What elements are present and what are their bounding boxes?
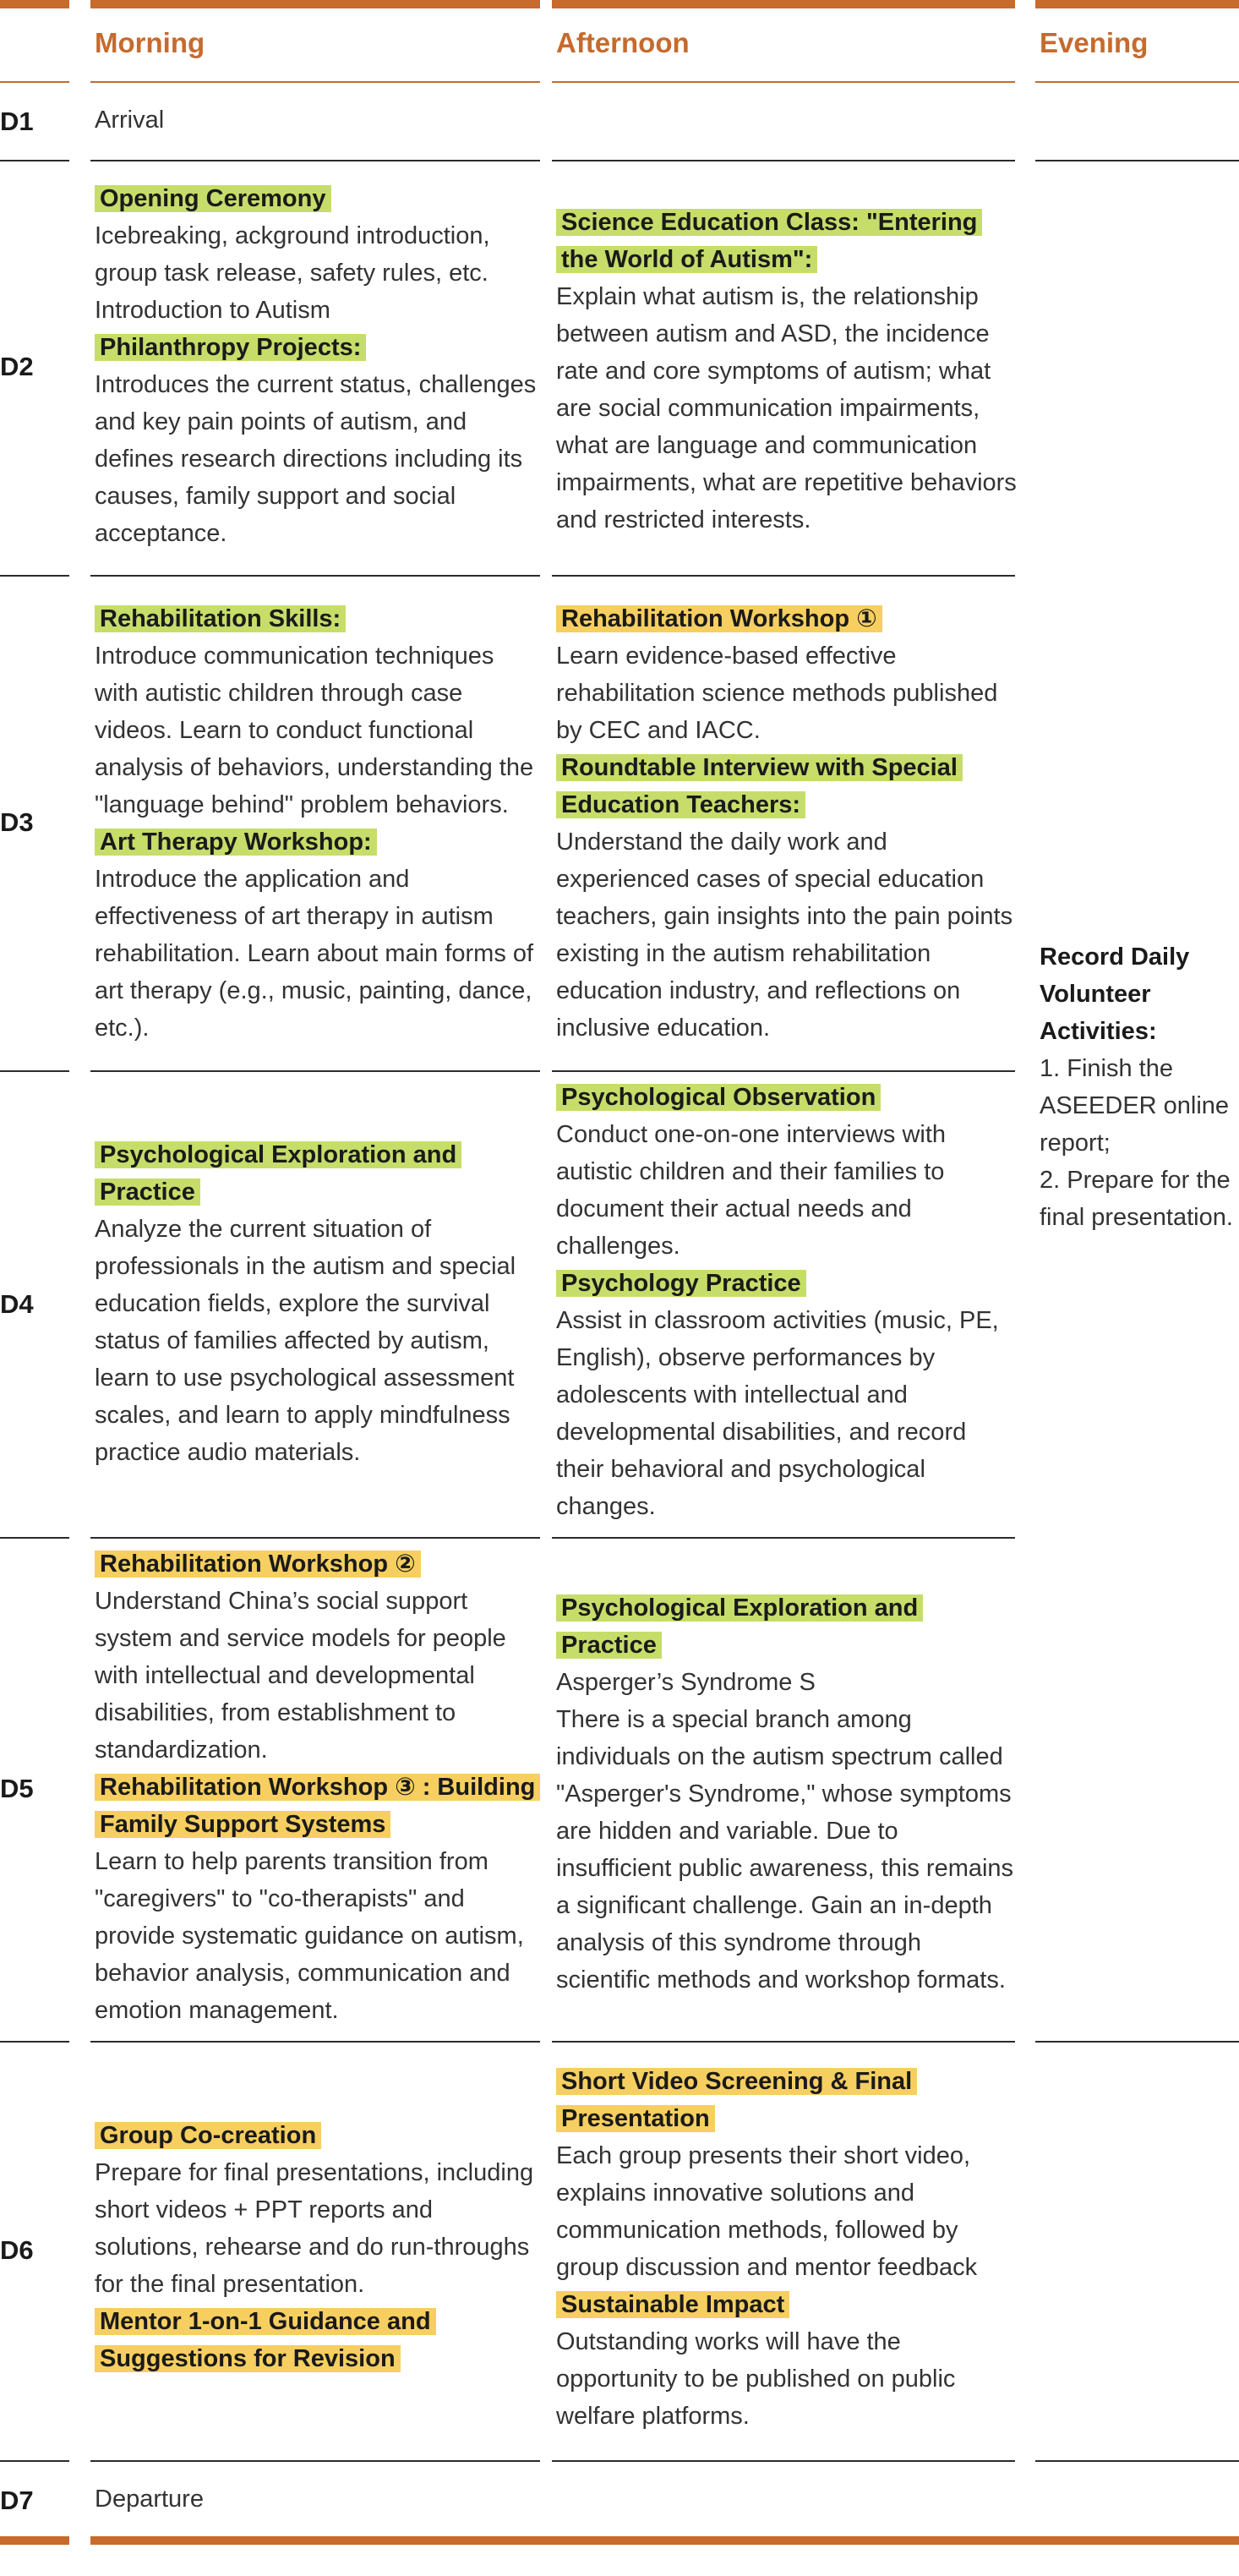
d7-morning: Departure (95, 2486, 204, 2513)
d4-afternoon (556, 1079, 1018, 1525)
d5-morning-body-2: Learn to help parents transition from "caregivers" to "co-therapists" and provide systematic guidance on autism, behavior analysis, communication and emotion management. (95, 1848, 524, 2024)
row-divider (90, 160, 540, 161)
row-divider (0, 160, 69, 161)
d6-afternoon-title-1: Short Video Screening & Final Presentation (556, 2068, 917, 2132)
d5-morning-body-1: Understand China’s social support system and service models for people with intellectual and developmental disabilities, from establishment to standardization. (95, 1588, 506, 1764)
row-divider (90, 2460, 540, 2462)
header-evening: Evening (1040, 27, 1149, 58)
d4-afternoon-title-2: Psychology Practice (556, 1270, 806, 1297)
d6-morning (95, 2117, 543, 2377)
d4-morning-body-1: Analyze the current situation of professionals in the autism and special education fields, explore the survival status of families affected by autism, learn to use psychological assessment scales, and learn to apply mindfulness practice audio materials. (95, 1216, 516, 1466)
d3-morning (95, 600, 543, 1047)
header-divider (552, 81, 1015, 83)
d5-morning-title-2: Rehabilitation Workshop ③ : Building Family Support Systems (95, 1774, 540, 1838)
header-divider (1035, 81, 1239, 83)
row-divider (0, 1070, 69, 1072)
d6-afternoon-body-2: Outstanding works will have the opportunity to be published on public welfare platforms. (556, 2328, 956, 2430)
d6-morning-title-2: Mentor 1-on-1 Guidance and Suggestions for Revision (95, 2308, 436, 2372)
day-label-d1: D1 (0, 107, 34, 136)
row-divider (0, 2460, 69, 2462)
d5-afternoon (556, 1589, 1018, 1999)
row-divider (552, 2460, 1015, 2462)
d3-afternoon-title-2: Roundtable Interview with Special Education Teachers: (556, 754, 963, 818)
d3-afternoon (556, 600, 1018, 1047)
bottom-bar (0, 2536, 69, 2545)
row-divider (552, 1537, 1015, 1539)
d3-morning-body-1: Introduce communication techniques with autistic children through case videos. Learn to conduct functional analysis of behaviors, understanding the "language behind" problem behaviors. (95, 643, 534, 818)
row-divider (0, 1537, 69, 1539)
header-morning: Morning (95, 27, 205, 58)
row-divider (552, 575, 1015, 577)
bottom-bar (90, 2536, 1239, 2545)
day-label-d4: D4 (0, 1289, 34, 1319)
d5-afternoon-subtitle: Asperger’s Syndrome S (556, 1669, 816, 1696)
day-label-d3: D3 (0, 807, 34, 837)
d3-afternoon-body-2: Understand the daily work and experienced cases of special education teachers, gain insights into the pain points existing in the autism rehabilitation education industry, and reflections on inclusive education. (556, 829, 1013, 1042)
d5-morning (95, 1545, 543, 2029)
row-divider (90, 1070, 540, 1072)
row-divider (90, 1537, 540, 1539)
row-divider (0, 575, 69, 577)
d3-morning-title-1: Rehabilitation Skills: (95, 605, 346, 632)
row-divider (1035, 160, 1239, 161)
row-divider (90, 575, 540, 577)
d3-afternoon-title-1: Rehabilitation Workshop ① (556, 605, 882, 632)
d6-morning-body-1: Prepare for final presentations, including short videos + PPT reports and solutions, rehearse and do run-throughs for the final presentation. (95, 2159, 534, 2298)
day-label-d2: D2 (0, 352, 34, 381)
d6-afternoon-title-2: Sustainable Impact (556, 2291, 789, 2318)
evening-item-2: 2. Prepare for the final presentation. (1040, 1167, 1233, 1231)
day-label-d7: D7 (0, 2486, 34, 2515)
row-divider (552, 160, 1015, 161)
d2-afternoon-title-1: Science Education Class: "Entering the World of Autism": (556, 209, 982, 273)
header-afternoon: Afternoon (556, 27, 690, 58)
header-divider (90, 81, 540, 83)
d3-morning-body-2: Introduce the application and effectiveness of art therapy in autism rehabilitation. Learn about main forms of art therapy (e.g., music, painting, dance, etc.). (95, 866, 534, 1042)
d5-morning-title-1: Rehabilitation Workshop ② (95, 1551, 421, 1578)
d3-morning-title-2: Art Therapy Workshop: (95, 829, 377, 856)
row-divider (552, 2041, 1015, 2043)
evening-title: Record Daily Volunteer Activities: (1040, 943, 1190, 1045)
d6-morning-title-1: Group Co-creation (95, 2122, 321, 2149)
top-bar-evening (1035, 0, 1239, 8)
evening-activities (1040, 938, 1234, 1236)
d6-afternoon (556, 2063, 1018, 2435)
d1-morning: Arrival (95, 107, 165, 134)
d5-afternoon-title-1: Psychological Exploration and Practice (556, 1594, 923, 1659)
d3-afternoon-body-1: Learn evidence-based effective rehabilitation science methods published by CEC and IACC. (556, 643, 998, 744)
d2-morning-title-1: Opening Ceremony (95, 185, 331, 212)
d4-afternoon-title-1: Psychological Observation (556, 1084, 881, 1111)
row-divider (1035, 2460, 1239, 2462)
row-divider (0, 2041, 69, 2043)
d4-morning-title-1: Psychological Exploration and Practice (95, 1141, 461, 1206)
row-divider (552, 1070, 1015, 1072)
d2-morning-title-2: Philanthropy Projects: (95, 334, 366, 361)
d5-afternoon-body-1: There is a special branch among individuals on the autism spectrum called "Asperger's Syndrome," whose symptoms are hidden and variable. Due to insufficient public awareness, this remains a significant challenge. Gain an in-depth analysis of this syndrome through scientific methods and workshop formats. (556, 1706, 1014, 1994)
row-divider (90, 2041, 540, 2043)
day-label-d6: D6 (0, 2235, 34, 2265)
top-bar-day (0, 0, 69, 8)
d4-afternoon-body-1: Conduct one-on-one interviews with autistic children and their families to document their actual needs and challenges. (556, 1121, 947, 1260)
top-bar-morning (90, 0, 540, 8)
d2-morning-body-2: Introduces the current status, challenges and key pain points of autism, and defines research directions including its causes, family support and social acceptance. (95, 371, 537, 547)
d4-morning (95, 1136, 543, 1471)
top-bar-afternoon (552, 0, 1015, 8)
d2-morning-body-1: Icebreaking, ackground introduction, group task release, safety rules, etc. Introduction to Autism (95, 222, 490, 324)
d2-afternoon-body-1: Explain what autism is, the relationship between autism and ASD, the incidence rate and core symptoms of autism; what are social communication impairments, what are language and communication impairments, what are repetitive behaviors and restricted interests. (556, 283, 1017, 533)
header-divider (0, 81, 69, 83)
d2-morning (95, 180, 543, 552)
d2-afternoon (556, 204, 1018, 539)
day-label-d5: D5 (0, 1774, 34, 1803)
d6-afternoon-body-1: Each group presents their short video, explains innovative solutions and communication methods, followed by group discussion and mentor feedback (556, 2142, 978, 2281)
row-divider (1035, 2041, 1239, 2043)
evening-item-1: 1. Finish the ASEEDER online report; (1040, 1055, 1230, 1157)
d4-afternoon-body-2: Assist in classroom activities (music, PE, English), observe performances by adolescents with intellectual and developmental disabilities, and record their behavioral and psychological changes. (556, 1307, 999, 1520)
